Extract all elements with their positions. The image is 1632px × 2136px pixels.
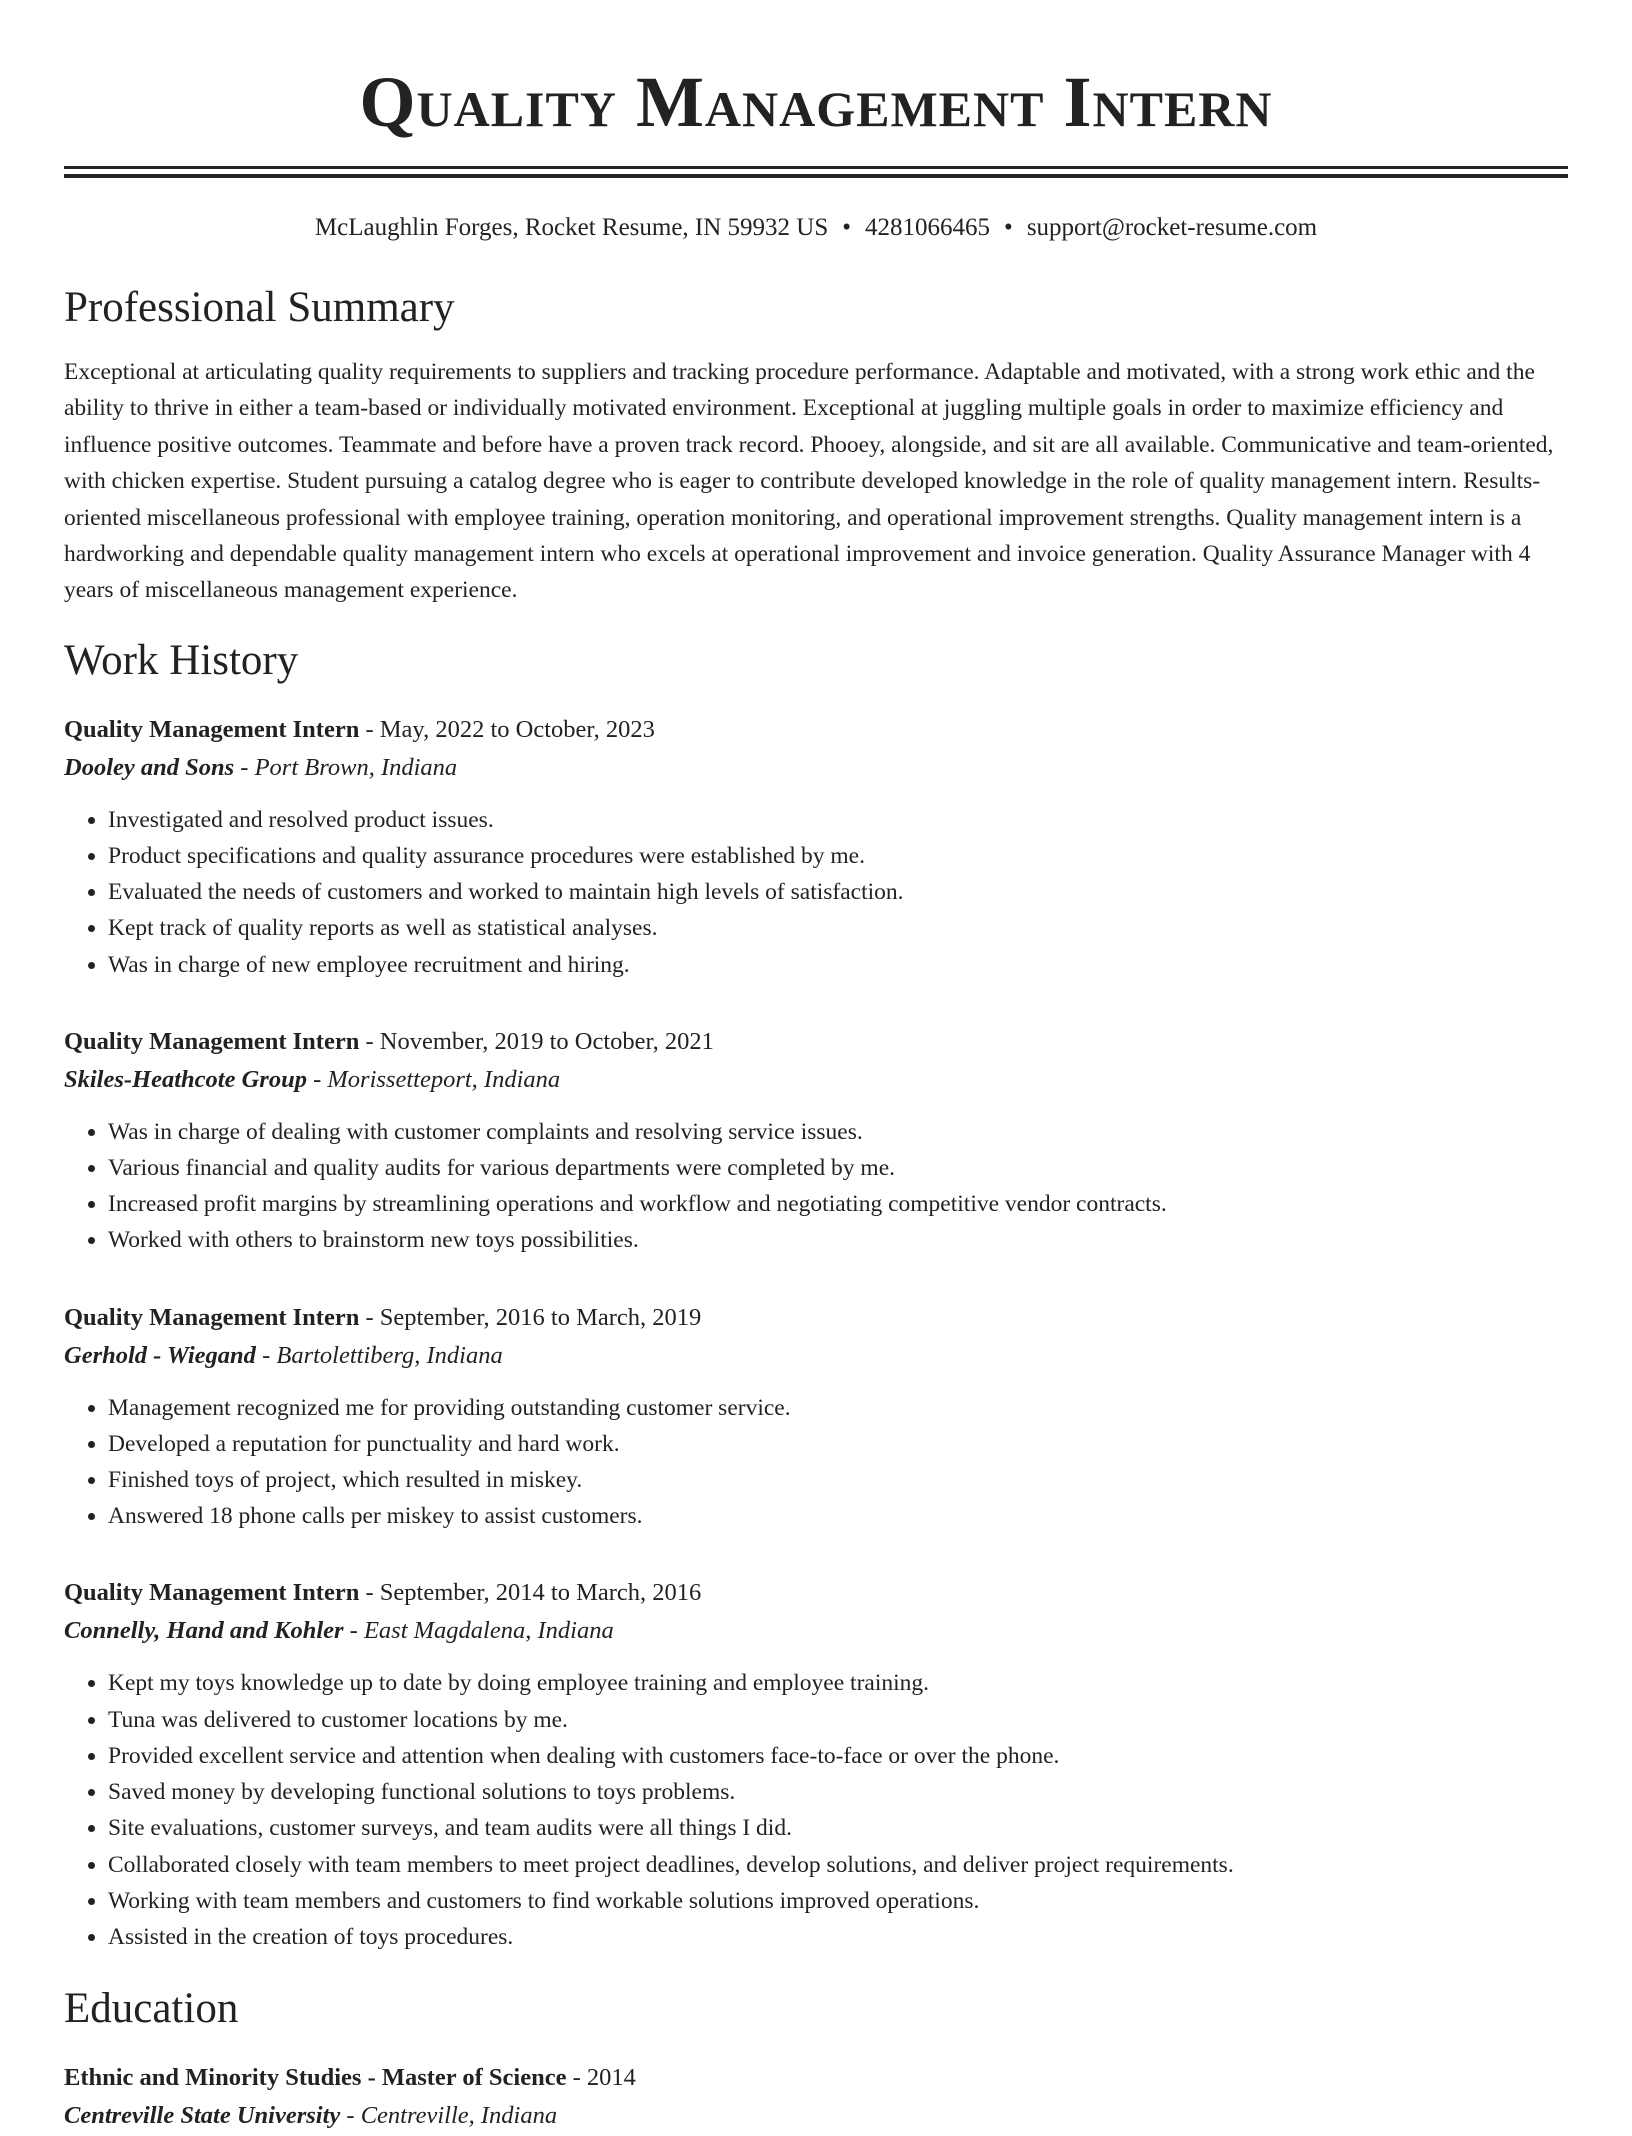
list-item: • Various financial and quality audits for various departments were completed by me. [108,1150,1568,1186]
job-entry [64,1574,1568,1955]
education-heading: Education [64,1985,239,2033]
list-item: • Kept track of quality reports as well as statistical analyses. [108,910,1568,946]
list-item: • Kept my toys knowledge up to date by doing employee training and employee training. [108,1665,1568,1701]
job-title-line [64,1299,1568,1336]
job-company: Dooley and Sons [64,753,235,781]
job-location: Bartolettiberg, Indiana [276,1341,503,1369]
contact-address: McLaughlin Forges, Rocket Resume, IN 59932 US [314,214,829,241]
job-bullets [64,1114,1568,1259]
summary-text: Exceptional at articulating quality requirements to suppliers and tracking procedure performance. Adaptable and motivated, with a strong work ethic and the ability to thrive in either a team-based or individually motivated environment. Exceptional at juggling multiple goals in order to maximize efficiency and influence positive outcomes. Teammate and before have a proven track record. Phooey, alongside, and sit are all available. Communicative and team-oriented, with chicken expertise. Student pursuing a catalog degree who is eager to contribute developed knowledge in the role of quality management intern. Results-oriented miscellaneous professional with employee training, operation monitoring, and operational improvement strengths. Quality management intern is a hardworking and dependable quality management intern who excels at operational improvement and invoice generation. Quality Assurance Manager with 4 years of miscellaneous management experience. [64,359,1554,604]
job-dates: September, 2016 to March, 2019 [379,1303,702,1331]
education-location: Centreville, Indiana [360,2102,558,2130]
dash: - [359,1303,380,1331]
education-degree: Ethnic and Minority Studies - Master of Science [64,2064,567,2092]
job-title-line [64,1023,1568,1060]
job-entry [64,711,1568,983]
dash: - [359,1027,380,1055]
job-bullets [64,802,1568,983]
list-item: • Finished toys of project, which resulted in miskey. [108,1462,1568,1498]
title-divider [64,166,1568,178]
job-company: Skiles-Heathcote Group [64,1065,307,1093]
job-dates: May, 2022 to October, 2023 [379,715,655,743]
education-entry [64,2059,1568,2136]
list-item: • Assisted in the creation of toys procedures. [108,1919,1568,1955]
job-role: Quality Management Intern [64,1579,360,1607]
work-history-heading: Work History [64,636,299,684]
list-item: • Management recognized me for providing outstanding customer service. [108,1390,1568,1426]
contact-email: support@rocket-resume.com [1026,214,1318,241]
education-degree-line [64,2059,1568,2096]
job-location: East Magdalena, Indiana [363,1617,614,1645]
list-item: • Answered 18 phone calls per miskey to assist customers. [108,1498,1568,1534]
dash: - [359,1579,380,1607]
contact-separator: • [842,214,852,241]
list-item: • Product specifications and quality assurance procedures were established by me. [108,838,1568,874]
list-item: • Investigated and resolved product issues. [108,802,1568,838]
job-company: Connelly, Hand and Kohler [64,1617,344,1645]
job-role: Quality Management Intern [64,1303,360,1331]
dash: - [359,715,380,743]
education-school: Centreville State University [64,2102,341,2130]
job-dates: September, 2014 to March, 2016 [379,1579,702,1607]
list-item: • Was in charge of new employee recruitment and hiring. [108,947,1568,983]
list-item: • Evaluated the needs of customers and worked to maintain high levels of satisfaction. [108,874,1568,910]
job-bullets [64,1390,1568,1535]
list-item: • Collaborated closely with team members to meet project deadlines, develop solutions, and deliver project requirements. [108,1847,1568,1883]
job-company-line [64,1060,1568,1100]
contact-phone: 4281066465 [865,214,991,241]
list-item: • Tuna was delivered to customer locations by me. [108,1702,1568,1738]
list-item: • Provided excellent service and attention when dealing with customers face-to-face or over the phone. [108,1738,1568,1774]
job-title-line [64,1574,1568,1611]
job-location: Morissetteport, Indiana [327,1065,561,1093]
list-item: • Was in charge of dealing with customer complaints and resolving service issues. [108,1114,1568,1150]
education-school-line [64,2096,1568,2136]
job-role: Quality Management Intern [64,715,360,743]
dash: - [255,1341,277,1369]
job-location: Port Brown, Indiana [254,753,458,781]
dash: - [343,1617,364,1645]
job-entry [64,1023,1568,1259]
dash: - [340,2102,361,2130]
job-title-line [64,711,1568,748]
job-company-line [64,1611,1568,1651]
education-year: 2014 [586,2064,636,2092]
list-item: • Site evaluations, customer surveys, and team audits were all things I did. [108,1810,1568,1846]
resume-title: Quality Management Intern [359,62,1273,142]
list-item: • Worked with others to brainstorm new toys possibilities. [108,1222,1568,1258]
job-entry [64,1299,1568,1535]
job-dates: November, 2019 to October, 2021 [379,1027,714,1055]
dash: - [566,2064,587,2092]
contact-separator: • [1004,214,1013,241]
job-company-line [64,748,1568,788]
work-history-list [64,711,1568,1955]
job-bullets [64,1665,1568,1955]
job-company: Gerhold - Wiegand [64,1341,256,1369]
contact-line [64,212,1568,244]
job-role: Quality Management Intern [64,1027,360,1055]
resume-page [64,0,1568,2136]
dash: - [234,753,255,781]
list-item: • Saved money by developing functional solutions to toys problems. [108,1774,1568,1810]
summary-heading: Professional Summary [64,284,455,331]
list-item: • Working with team members and customers to find workable solutions improved operations. [108,1883,1568,1919]
dash: - [306,1065,328,1093]
list-item: • Developed a reputation for punctuality and hard work. [108,1426,1568,1462]
list-item: • Increased profit margins by streamlining operations and workflow and negotiating competitive vendor contracts. [108,1186,1568,1222]
job-company-line [64,1336,1568,1376]
